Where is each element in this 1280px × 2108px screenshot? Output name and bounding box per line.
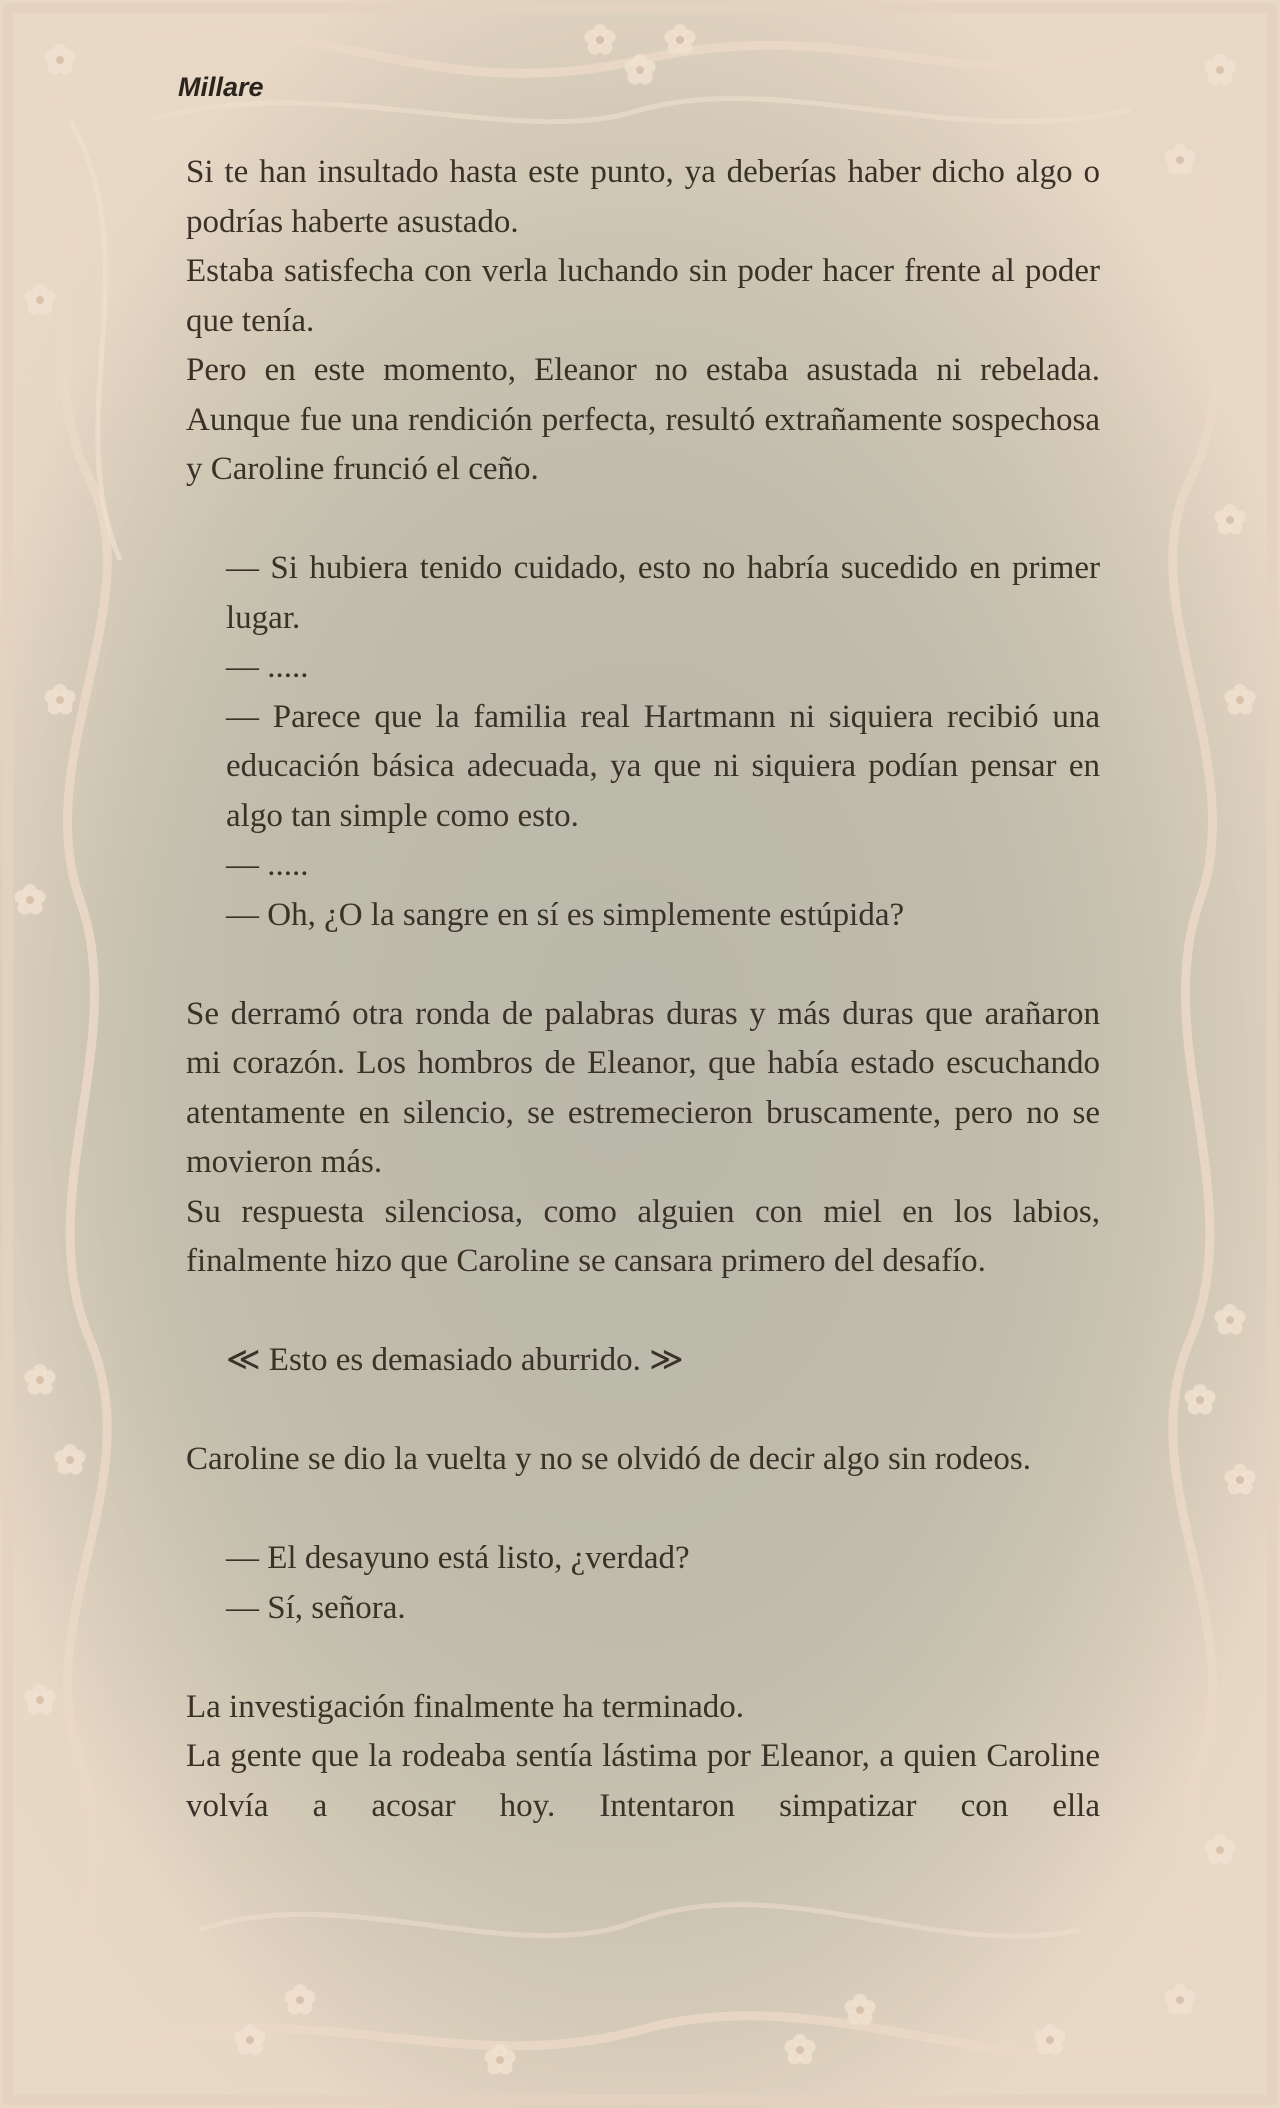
dialogue-line: — Oh, ¿O la sangre en sí es simplemente estúpida? <box>226 896 905 933</box>
paragraph: La gente que la rodeaba sentía lástima por Eleanor, a quien Caroline volvía a acosar hoy. Intentaron simpatizar con ella <box>186 1738 1100 1824</box>
dialogue-line: — El desayuno está listo, ¿verdad? <box>226 1540 690 1576</box>
paragraph: Pero en este momento, Eleanor no estaba asustada ni rebelada. Aunque fue una rendición perfecta, resultó extrañamente sospechosa y Caroline frunció el ceño. <box>186 352 1100 487</box>
paragraph: Se derramó otra ronda de palabras duras y más duras que arañaron mi corazón. Los hombros de Eleanor, que había estado escuchando atentamente en silencio, se estremecieron bruscamente, pero no se movieron más. <box>186 995 1100 1180</box>
dialogue-line: — Si hubiera tenido cuidado, esto no habría sucedido en primer lugar. <box>226 550 1100 636</box>
paragraph: Estaba satisfecha con verla luchando sin poder hacer frente al poder que tenía. <box>186 253 1100 339</box>
paragraph: Si te han insultado hasta este punto, ya deberías haber dicho algo o podrías haberte asustado. <box>186 154 1100 240</box>
dialogue-line: — Sí, señora. <box>226 1589 406 1626</box>
paragraph: La investigación finalmente ha terminado. <box>186 1688 745 1725</box>
dialogue-line: — ..... <box>226 649 309 685</box>
page-text-body <box>178 148 1100 1831</box>
dialogue-line: ≪ Esto es demasiado aburrido. ≫ <box>226 1342 684 1378</box>
paragraph: Su respuesta silenciosa, como alguien con miel en los labios, finalmente hizo que Caroline se cansara primero del desafío. <box>186 1193 1100 1279</box>
dialogue-line: — ..... <box>226 847 309 883</box>
paragraph: Caroline se dio la vuelta y no se olvidó de decir algo sin rodeos. <box>186 1441 1031 1477</box>
dialogue-line: — Parece que la familia real Hartmann ni siquiera recibió una educación básica adecuada, ya que ni siquiera podían pensar en algo tan simple como esto. <box>226 698 1100 834</box>
book-header-title: Millare <box>178 72 264 102</box>
